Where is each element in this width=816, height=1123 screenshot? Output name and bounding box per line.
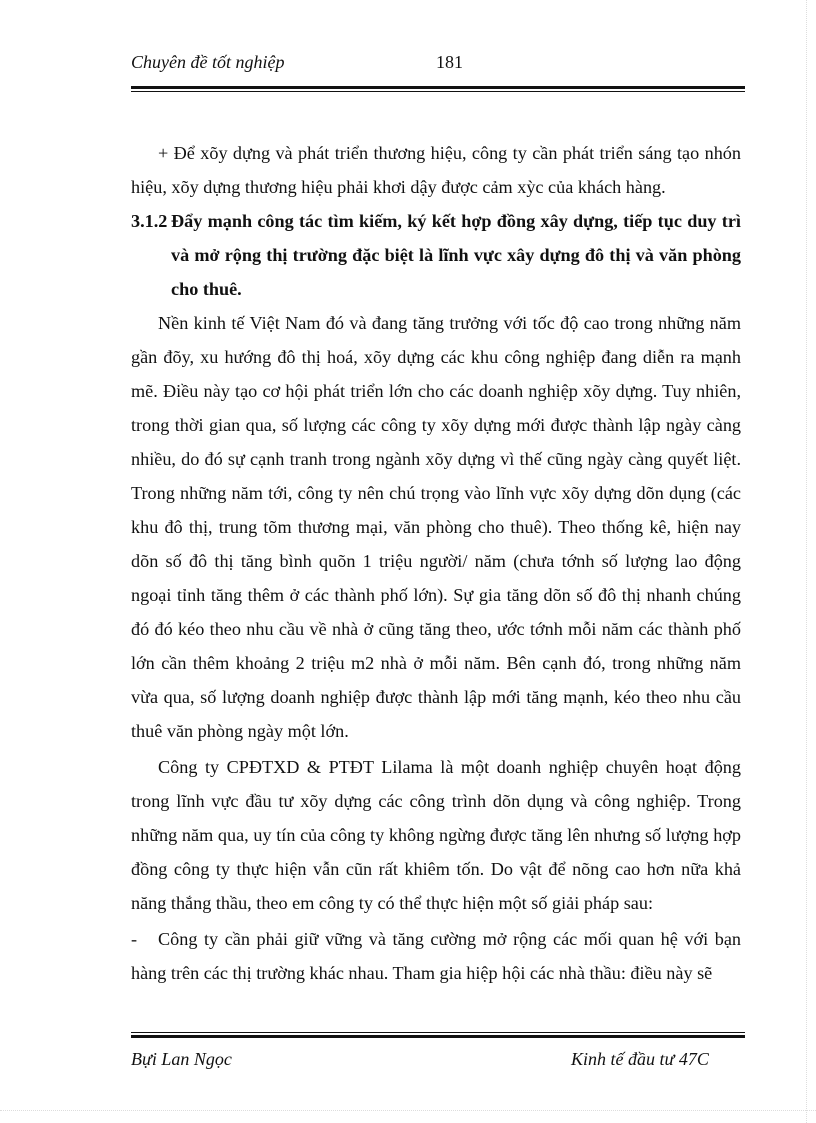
header-rule-thin bbox=[131, 91, 745, 92]
bullet-item bbox=[131, 922, 741, 990]
bullet-text: Công ty cần phải giữ vững và tăng cường mở rộng các mối quan hệ với bạn hàng trên các thị trường khác nhau. Tham gia hiệp hội các nhà thầu: điều này sẽ bbox=[131, 929, 741, 983]
body-text bbox=[131, 136, 741, 990]
header-title: Chuyên đề tốt nghiệp bbox=[131, 52, 285, 72]
page-number: 181 bbox=[436, 52, 463, 72]
page-border-right bbox=[806, 0, 807, 1123]
section-heading bbox=[131, 204, 741, 306]
paragraph-1: Nền kinh tế Việt Nam đó và đang tăng trưởng với tốc độ cao trong những năm gần đõy, xu hướng đô thị hoá, xõy dựng các khu công nghiệp đang diễn ra mạnh mẽ. Điều này tạo cơ hội phát triển lớn cho các doanh nghiệp xõy dựng. Tuy nhiên, trong thời gian qua, số lượng các công ty xõy dựng mới được thành lập ngày càng nhiều, do đó sự cạnh tranh trong ngành xõy dựng vì thế cũng ngày càng quyết liệt. Trong những năm tới, công ty nên chú trọng vào lĩnh vực xõy dựng dõn dụng (các khu đô thị, trung tõm thương mại, văn phòng cho thuê). Theo thống kê, hiện nay dõn số đô thị tăng bình quõn 1 triệu người/ năm (chưa tớnh số lượng lao động ngoại tỉnh tăng thêm ở các thành phố lớn). Sự gia tăng dõn số đô thị nhanh chúng đó đó kéo theo nhu cầu về nhà ở cũng tăng theo, ước tớnh mỗi năm các thành phố lớn cần thêm khoảng 2 triệu m2 nhà ở mỗi năm. Bên cạnh đó, trong những năm vừa qua, số lượng doanh nghiệp được thành lập mới tăng mạnh, kéo theo nhu cầu thuê văn phòng ngày một lớn. bbox=[131, 313, 741, 741]
paragraph-2: Công ty CPĐTXD & PTĐT Lilama là một doanh nghiệp chuyên hoạt động trong lĩnh vực đầu tư xõy dựng các công trình dõn dụng và công nghiệp. Trong những năm qua, uy tín của công ty không ngừng được tăng lên nhưng số lượng hợp đồng công ty thực hiện vẫn cũn rất khiêm tốn. Do vật để nõng cao hơn nữa khả năng thắng thầu, theo em công ty có thể thực hiện một số giải pháp sau: bbox=[131, 757, 741, 913]
section-title: Đẩy mạnh công tác tìm kiếm, ký kết hợp đồng xây dựng, tiếp tục duy trì và mở rộng thị trường đặc biệt là lĩnh vực xây dựng đô thị và văn phòng cho thuê. bbox=[171, 211, 741, 299]
intro-paragraph: + Để xõy dựng và phát triển thương hiệu, công ty cần phát triển sáng tạo nhón hiệu, xõy dựng thương hiệu phải khơi dậy được cảm xỳc của khách hàng. bbox=[131, 143, 741, 197]
section-number: 3.1.2 bbox=[131, 211, 168, 231]
page-border-bottom bbox=[0, 1110, 816, 1111]
header-rule-thick bbox=[131, 86, 745, 89]
footer-author: Bựi Lan Ngọc bbox=[131, 1049, 232, 1069]
footer-rule-thin bbox=[131, 1032, 745, 1033]
bullet-marker: - bbox=[131, 929, 138, 949]
footer-rule-thick bbox=[131, 1035, 745, 1038]
footer-class: Kinh tế đầu tư 47C bbox=[571, 1049, 709, 1069]
